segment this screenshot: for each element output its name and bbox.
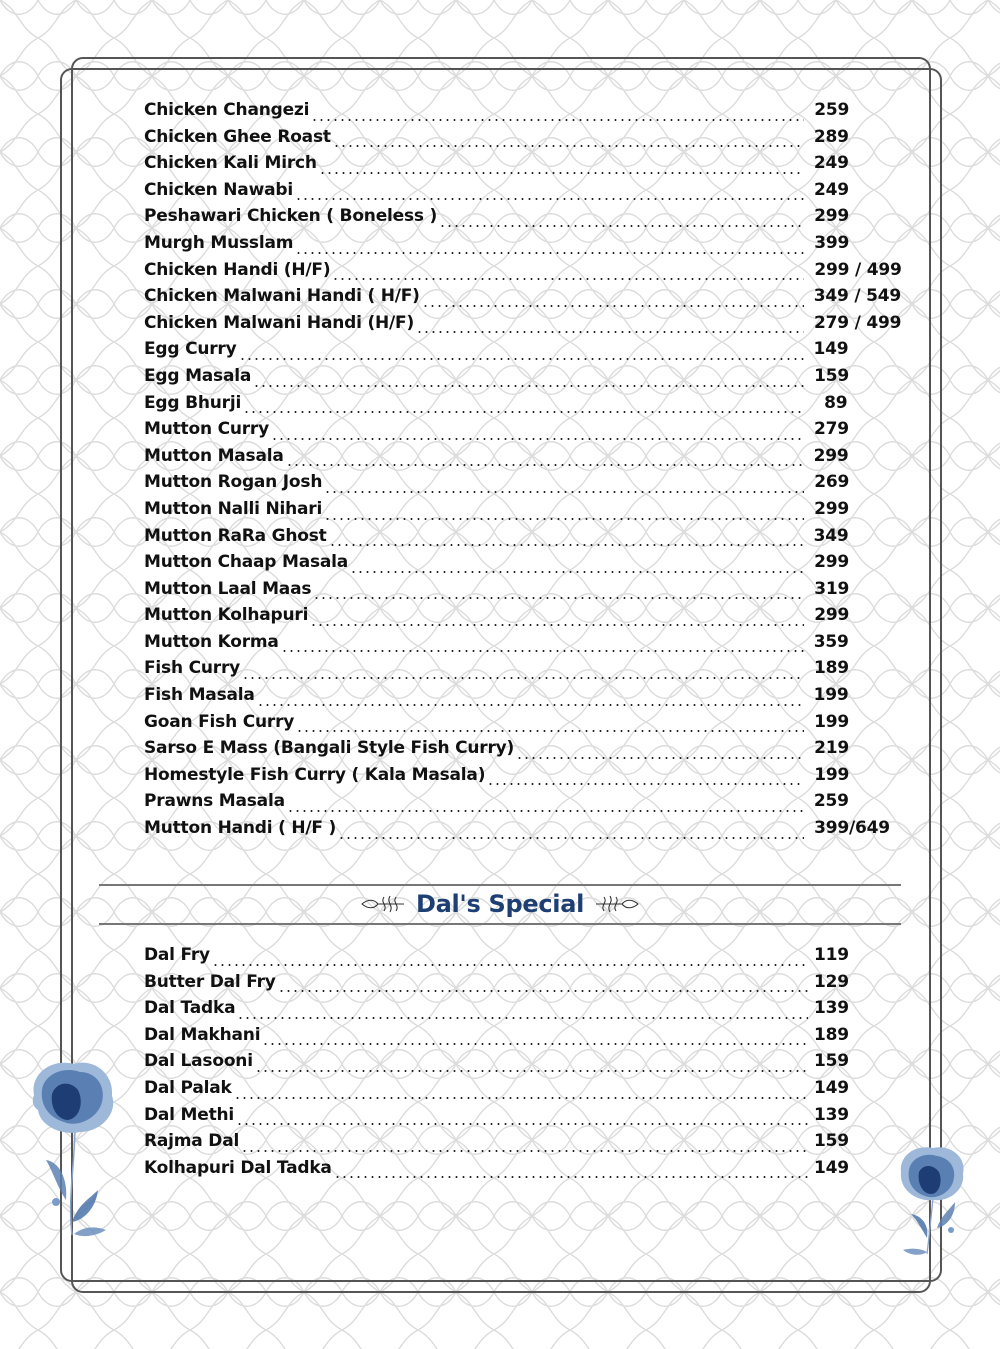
item-name: Chicken Handi (H/F)	[144, 259, 331, 280]
item-price: 149	[814, 1157, 849, 1178]
item-price: 399	[814, 232, 850, 253]
menu-item-row	[144, 791, 904, 818]
item-name: Mutton Chaap Masala	[144, 552, 349, 573]
item-price: 199	[814, 764, 850, 785]
dot-leader	[422, 305, 804, 307]
dot-leader	[253, 385, 804, 387]
item-price: 249	[813, 179, 849, 200]
dot-leader	[296, 730, 804, 732]
item-price: 299	[814, 206, 850, 227]
menu-item-row	[144, 233, 904, 260]
menu-item-row	[144, 499, 904, 526]
item-price: 299	[814, 498, 850, 519]
dot-leader	[236, 1123, 808, 1125]
section-divider-bottom	[99, 923, 901, 925]
item-price: 319	[814, 578, 850, 599]
dot-leader	[487, 783, 804, 785]
item-name: Chicken Ghee Roast	[144, 126, 331, 147]
dot-leader	[516, 757, 804, 759]
dal-items-list	[144, 945, 852, 1184]
menu-item-row	[144, 526, 904, 553]
item-price: 259	[814, 100, 850, 120]
menu-item-row	[144, 632, 904, 659]
item-name: Peshawari Chicken ( Boneless )	[144, 206, 438, 227]
item-name: Sarso E Mass (Bangali Style Fish Curry)	[144, 738, 515, 759]
item-price: 349 / 549	[813, 286, 901, 307]
item-name: Butter Dal Fry	[144, 971, 276, 992]
menu-item-row	[144, 972, 852, 999]
item-name: Mutton Curry	[144, 419, 270, 440]
dot-leader	[333, 145, 804, 147]
item-name: Mutton RaRa Ghost	[144, 525, 327, 546]
item-price: 159	[814, 1051, 849, 1072]
dot-leader	[255, 1070, 808, 1072]
item-name: Chicken Changezi	[144, 100, 310, 120]
dot-leader	[295, 198, 804, 200]
menu-item-row	[144, 1105, 852, 1132]
item-price: 119	[814, 945, 849, 965]
item-name: Egg Curry	[144, 339, 237, 360]
item-name: Goan Fish Curry	[144, 711, 295, 732]
item-price: 189	[814, 1024, 849, 1045]
item-name: Rajma Dal	[144, 1131, 240, 1152]
menu-item-row	[144, 552, 904, 579]
menu-item-row	[144, 1078, 852, 1105]
menu-item-row	[144, 286, 904, 313]
item-name: Fish Curry	[144, 658, 241, 679]
dot-leader	[262, 1043, 808, 1045]
menu-item-row	[144, 153, 904, 180]
item-name: Mutton Nalli Nihari	[144, 498, 323, 519]
item-name: Dal Tadka	[144, 998, 236, 1019]
dal-section-heading	[0, 886, 1000, 922]
menu-item-row	[144, 579, 904, 606]
dot-leader	[271, 438, 804, 440]
menu-item-row	[144, 1158, 852, 1185]
item-price: 259	[813, 791, 849, 812]
menu-item-row	[144, 685, 904, 712]
item-price: 149	[814, 1077, 849, 1098]
menu-item-row	[144, 738, 904, 765]
item-name: Mutton Kolhapuri	[144, 605, 309, 626]
menu-item-row	[144, 998, 852, 1025]
dot-leader	[281, 650, 804, 652]
item-name: Dal Makhani	[144, 1024, 261, 1045]
menu-item-row	[144, 260, 904, 287]
item-price: 249	[813, 153, 849, 174]
menu-item-row	[144, 1051, 852, 1078]
item-price: 349	[813, 525, 849, 546]
item-price: 159	[814, 365, 850, 386]
dot-leader	[257, 704, 804, 706]
item-name: Chicken Nawabi	[144, 179, 293, 200]
item-price: 139	[814, 998, 849, 1019]
menu-item-row	[144, 100, 904, 127]
menu-item-row	[144, 472, 904, 499]
dot-leader	[287, 810, 804, 812]
item-price: 199	[814, 711, 850, 732]
menu-item-row	[144, 605, 904, 632]
dot-leader	[311, 119, 804, 121]
item-price: 299	[814, 605, 850, 626]
menu-item-row	[144, 127, 904, 154]
menu-item-row	[144, 658, 904, 685]
dot-leader	[324, 491, 804, 493]
item-name: Dal Palak	[144, 1077, 232, 1098]
item-name: Mutton Rogan Josh	[144, 472, 323, 493]
dot-leader	[234, 1097, 808, 1099]
dot-leader	[439, 225, 804, 227]
item-price: 359	[813, 631, 849, 652]
dot-leader	[324, 518, 804, 520]
item-price: 299	[814, 552, 849, 573]
dot-leader	[329, 544, 804, 546]
item-name: Homestyle Fish Curry ( Kala Masala)	[144, 764, 486, 785]
item-name: Chicken Malwani Handi (H/F)	[144, 312, 415, 333]
item-price: 289	[813, 126, 849, 147]
dot-leader	[295, 252, 804, 254]
item-name: Chicken Malwani Handi ( H/F)	[144, 286, 420, 307]
item-name: Fish Masala	[144, 685, 255, 706]
menu-item-row	[144, 818, 904, 845]
dot-leader	[242, 677, 804, 679]
flourish-left-icon	[360, 893, 406, 915]
menu-item-row	[144, 180, 904, 207]
item-price: 149	[813, 339, 849, 360]
menu-item-row	[144, 393, 904, 420]
item-price: 189	[814, 658, 849, 679]
menu-item-row	[144, 366, 904, 393]
dot-leader	[332, 278, 804, 280]
item-name: Dal Fry	[144, 945, 210, 965]
item-name: Dal Methi	[144, 1104, 235, 1125]
item-name: Murgh Musslam	[144, 232, 294, 253]
item-price: 129	[814, 971, 849, 992]
item-name: Chicken Kali Mirch	[144, 153, 317, 174]
item-name: Egg Bhurji	[144, 392, 242, 413]
item-name: Kolhapuri Dal Tadka	[144, 1157, 332, 1178]
dot-leader	[350, 571, 804, 573]
dot-leader	[241, 1150, 808, 1152]
section-title: Dal's Special	[415, 890, 585, 918]
menu-item-row	[144, 446, 904, 473]
item-name: Dal Lasooni	[144, 1051, 253, 1072]
menu-item-row	[144, 765, 904, 792]
item-price: 299 / 499	[814, 259, 902, 280]
menu-item-row	[144, 206, 904, 233]
dot-leader	[237, 1017, 808, 1019]
item-name: Egg Masala	[144, 365, 252, 386]
dot-leader	[313, 597, 804, 599]
item-name: Mutton Korma	[144, 631, 279, 652]
dot-leader	[278, 990, 808, 992]
menu-item-row	[144, 419, 904, 446]
main-course-list	[144, 100, 904, 845]
dot-leader	[286, 464, 804, 466]
menu-item-row	[144, 339, 904, 366]
menu-item-row	[144, 1025, 852, 1052]
item-name: Mutton Handi ( H/F )	[144, 818, 337, 839]
item-price: 159	[814, 1131, 849, 1152]
menu-item-row	[144, 945, 852, 972]
item-price: 399/649	[814, 818, 890, 839]
item-price: 279 / 499	[814, 312, 902, 333]
menu-item-row	[144, 712, 904, 739]
item-price: 299	[813, 445, 849, 466]
dot-leader	[243, 411, 804, 413]
menu-item-row	[144, 1131, 852, 1158]
dot-leader	[338, 837, 804, 839]
item-price: 269	[814, 472, 850, 493]
item-price: 139	[814, 1104, 849, 1125]
dot-leader	[239, 358, 804, 360]
item-price: 199	[813, 685, 849, 706]
item-price: 279	[814, 419, 849, 440]
item-name: Mutton Masala	[144, 445, 284, 466]
item-name: Prawns Masala	[144, 791, 285, 812]
dot-leader	[212, 964, 808, 966]
dot-leader	[334, 1176, 808, 1178]
menu-item-row	[144, 313, 904, 340]
item-name: Mutton Laal Maas	[144, 578, 312, 599]
dot-leader	[319, 172, 804, 174]
item-price: 89	[824, 392, 848, 413]
dot-leader	[310, 624, 804, 626]
dot-leader	[416, 331, 804, 333]
flourish-right-icon	[594, 893, 640, 915]
item-price: 219	[814, 738, 850, 759]
